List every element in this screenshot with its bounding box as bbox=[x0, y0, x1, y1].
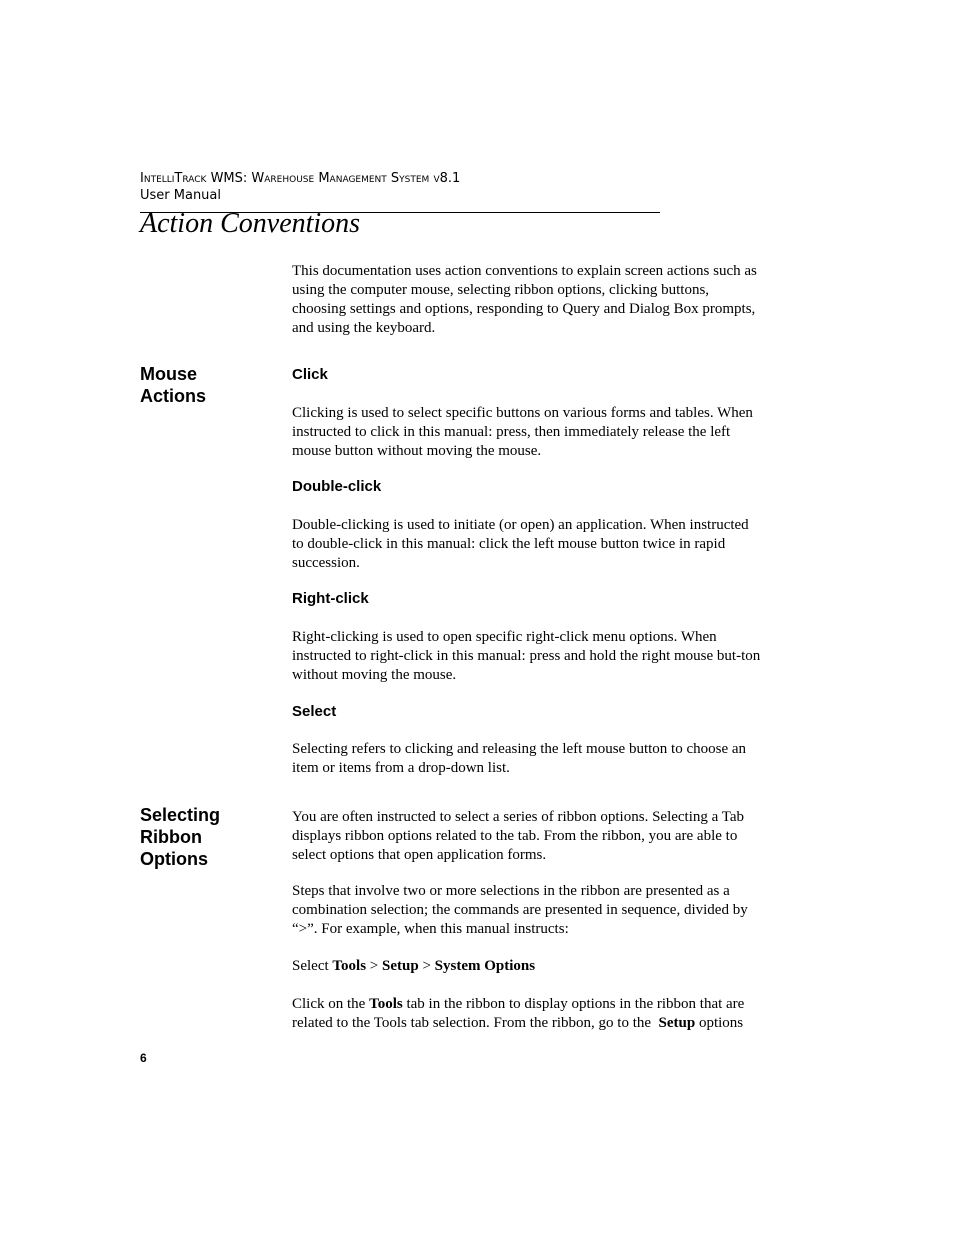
example-separator: > bbox=[418, 958, 435, 974]
double-click-paragraph: Double-clicking is used to initiate (or open) an application. When instructed to double-click in this manual: click the left mouse button twice in rapid succession. bbox=[292, 517, 749, 571]
text-run-bold: Setup bbox=[658, 1015, 696, 1031]
ribbon-paragraph-3 bbox=[292, 995, 762, 1033]
text-run: tab in the ribbon to display options in the ribbon that are related to the Tools tab selection. From the ribbon, go to the bbox=[292, 996, 749, 1031]
running-header-product: IntelliTrack WMS: Warehouse Management System v8.1 bbox=[140, 171, 461, 186]
intro-paragraph: This documentation uses action conventions to explain screen actions such as using the computer mouse, selecting ribbon options, clicking buttons, choosing settings and options, responding to Query and Dialog Box prompts, and using the keyboard. bbox=[292, 263, 757, 336]
text-run: Click on the bbox=[292, 996, 370, 1012]
subheading-click: Click bbox=[292, 366, 328, 383]
heading-line: Mouse bbox=[140, 364, 198, 384]
example-separator: > bbox=[366, 958, 383, 974]
section-heading-mouse-actions bbox=[140, 363, 280, 407]
text-run-bold: Tools bbox=[369, 996, 403, 1012]
click-paragraph: Clicking is used to select specific buttons on various forms and tables. When instructed to click in this manual: press, then immediately release the left mouse button without moving the mouse. bbox=[292, 405, 753, 459]
running-header-title bbox=[140, 171, 460, 187]
section-heading-selecting-ribbon-options bbox=[140, 804, 280, 870]
right-click-paragraph: Right-clicking is used to open specific right-click menu options. When instructed to right-click in this manual: press and hold the right mouse but-ton without moving the mouse. bbox=[292, 629, 761, 683]
ribbon-paragraph-2: Steps that involve two or more selections in the ribbon are presented as a combination selection; the commands are presented in sequence, divided by “>”. For example, when this manual instructs: bbox=[292, 883, 748, 937]
heading-line: Ribbon bbox=[140, 827, 202, 847]
text-run: options bbox=[695, 1015, 744, 1031]
example-system-options: System Options bbox=[434, 958, 536, 974]
heading-line: Selecting bbox=[140, 805, 221, 825]
page-title: Action Conventions bbox=[140, 208, 361, 239]
example-tools: Tools bbox=[332, 958, 367, 974]
heading-line: Options bbox=[140, 849, 208, 869]
ribbon-example bbox=[292, 957, 762, 976]
example-prefix: Select bbox=[292, 958, 333, 974]
subheading-right-click: Right-click bbox=[292, 590, 369, 607]
select-paragraph: Selecting refers to clicking and releasing the left mouse button to choose an item or items from a drop-down list. bbox=[292, 741, 747, 776]
example-setup: Setup bbox=[382, 958, 419, 974]
page-number: 6 bbox=[140, 1051, 147, 1065]
ribbon-paragraph-1: You are often instructed to select a series of ribbon options. Selecting a Tab displays ribbon options related to the tab. From the ribbon, you are able to select options that open application forms. bbox=[292, 809, 745, 863]
heading-line: Actions bbox=[140, 386, 207, 406]
running-header-subtitle: User Manual bbox=[140, 188, 222, 203]
subheading-double-click: Double-click bbox=[292, 478, 382, 495]
subheading-select: Select bbox=[292, 703, 337, 720]
